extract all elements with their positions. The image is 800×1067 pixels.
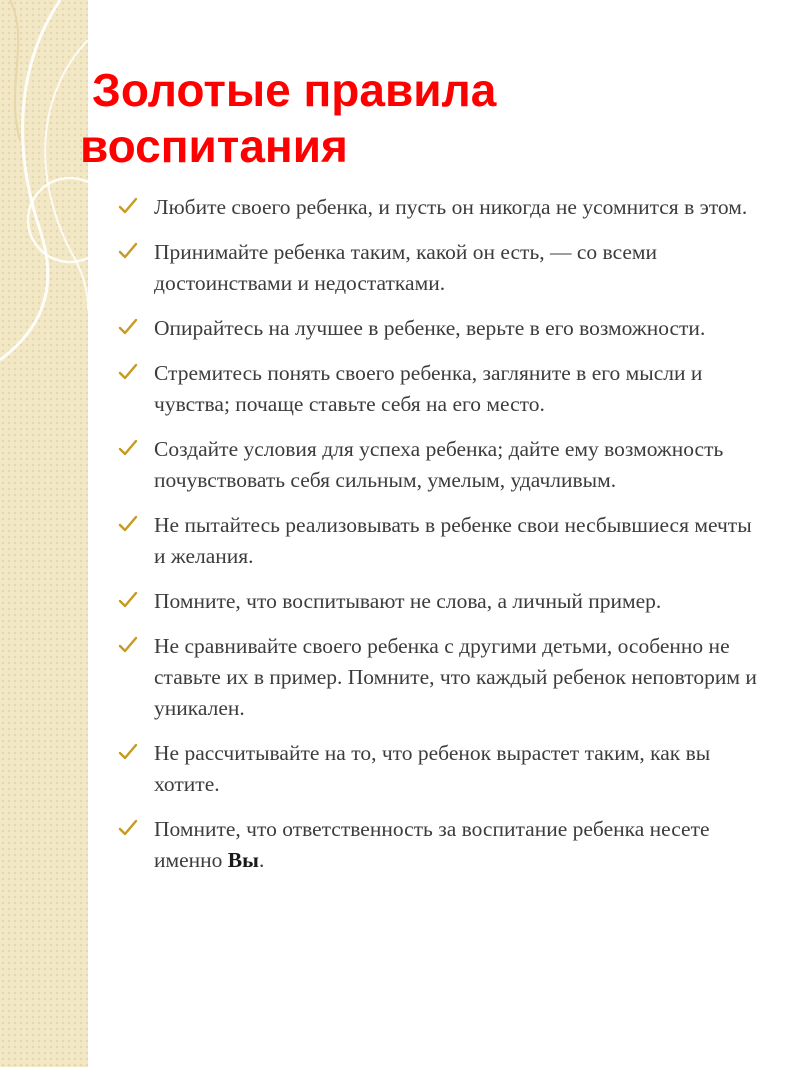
list-item — [118, 631, 758, 724]
checkmark-icon — [118, 196, 138, 216]
list-item — [118, 814, 758, 876]
checkmark-icon — [118, 742, 138, 762]
slide-content — [80, 0, 800, 1067]
list-item — [118, 237, 758, 299]
list-item — [118, 192, 758, 223]
list-item — [118, 586, 758, 617]
rule-text: Не сравнивайте своего ребенка с другими детьми, особенно не ставьте их в пример. Помните, что каждый ребенок неповторим и уникален. — [154, 634, 757, 720]
list-item — [118, 738, 758, 800]
title-line-2: воспитания — [80, 120, 348, 172]
emphasis-you: Вы — [227, 848, 259, 872]
checkmark-icon — [118, 635, 138, 655]
checkmark-icon — [118, 317, 138, 337]
rule-text: Опирайтесь на лучшее в ребенке, верьте в его возможности. — [154, 316, 706, 340]
title-line-1: Золотые правила — [92, 64, 497, 116]
rule-text: Помните, что ответственность за воспитание ребенка несете именно — [154, 817, 710, 872]
list-item — [118, 358, 758, 420]
rule-text: Стремитесь понять своего ребенка, загляните в его мысли и чувства; почаще ставьте себя на его место. — [154, 361, 703, 416]
rule-end-punctuation: . — [258, 848, 265, 872]
checkmark-icon — [118, 590, 138, 610]
checkmark-icon — [118, 241, 138, 261]
rule-text: Принимайте ребенка таким, какой он есть, — со всеми достоинствами и недостатками. — [154, 240, 658, 295]
decorative-swirl-graphic — [0, 0, 88, 1067]
rule-text: Любите своего ребенка, и пусть он никогда не усомнится в этом. — [154, 195, 748, 219]
rules-list — [118, 192, 758, 890]
rule-text: Помните, что воспитывают не слова, а личный пример. — [154, 589, 662, 613]
checkmark-icon — [118, 514, 138, 534]
list-item — [118, 510, 758, 572]
list-item — [118, 434, 758, 496]
rule-text: Не рассчитывайте на то, что ребенок вырастет таким, как вы хотите. — [154, 741, 711, 796]
decorative-side-strip — [0, 0, 89, 1067]
checkmark-icon — [118, 438, 138, 458]
slide-title — [80, 62, 788, 174]
rule-text: Создайте условия для успеха ребенка; дайте ему возможность почувствовать себя сильным, умелым, удачливым. — [154, 437, 724, 492]
list-item — [118, 313, 758, 344]
rule-text: Не пытайтесь реализовывать в ребенке свои несбывшиеся мечты и желания. — [154, 513, 752, 568]
checkmark-icon — [118, 362, 138, 382]
checkmark-icon — [118, 818, 138, 838]
